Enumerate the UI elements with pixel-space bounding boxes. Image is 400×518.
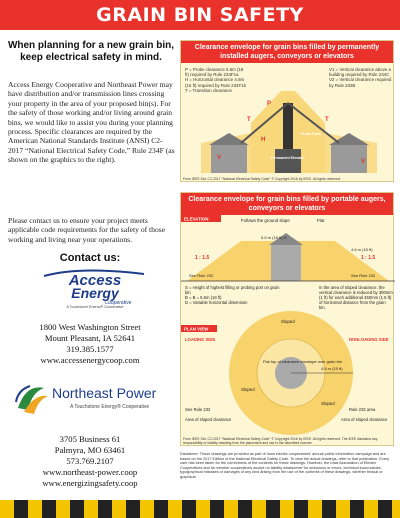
ae-phone[interactable]: 319.385.1577 (66, 344, 114, 354)
area-sloped-right: Area of sloped clearance (341, 417, 388, 422)
ae-street: 1800 West Washington Street (39, 322, 141, 332)
ratio-label-left: 1 : 1.5 (195, 255, 210, 261)
contact-title: Contact us: (59, 252, 121, 264)
svg-text:H: H (261, 137, 266, 143)
ae-tagline: A Touchstone Energy® Cooperative (66, 305, 124, 308)
permanent-clearance-panel (180, 40, 394, 182)
logo-text-access: Access (68, 272, 122, 289)
disclaimer-text: Disclaimer: These drawings are provided as part of Iowa electric cooperatives' annual public information campaign and are based on the 2017 Edition of the National Electrical Safety Code. To view the actual drawings, refer to that publication. Every care has been taken for the correctness of the contents for these drawings. However, the Iowa Association of Electric Cooperatives and its member cooperatives accept no liability whatsoever for omissions or errors, technical inaccuracies, typographical mistakes or damages of any kind arising from the use of the contents of these drawings, whether textual or graphical. (180, 452, 390, 479)
panel1-title: Clearance envelope for grain bins filled by permanently installed augers, conveyors or elevators (181, 41, 393, 63)
nonloading-side-label: NONLOADING SIDE (349, 337, 389, 342)
elevation-grain-bin (271, 245, 301, 281)
logo-text-cooperative: Cooperative (104, 300, 132, 306)
panel2-legend: S = Height of highest filling or probing port on grain bin B = B = 5.5m (18 ft) D = Variable horizontal dimension (185, 285, 280, 305)
loading-side-label: LOADING SIDE (185, 337, 216, 342)
np-logo-name: Northeast Power (52, 385, 157, 401)
panel1-caption: From IEEE Std. C2-2017 “National Electrical Safety Code” © Copyright 2016 by IEEE. All rights reserved. (183, 177, 341, 181)
intro-paragraph-2: Please contact us to ensure your project meets applicable code requirements for the safety of those working and living near your operations. (8, 216, 166, 244)
hazard-stripe-footer (0, 500, 400, 518)
see-rule-left: See Rule 232 (189, 273, 214, 278)
access-energy-address (0, 322, 180, 366)
sloped-explanation: In the area of sloped clearance, the vertical clearance is reduced by 300mm (1 ft) for each additional 450mm (1.5 ft) of horizontal distance from the grain bin. (319, 285, 393, 310)
logo-text-energy: Energy (71, 285, 119, 301)
np-web-link-1[interactable]: www.northeast-power.coop (42, 467, 138, 477)
see-rule-232: See Rule 232 (185, 407, 211, 412)
intro-heading: When planning for a new grain bin, keep electrical safety in mind. (7, 40, 175, 63)
rule-232-area: Rule 232 area (349, 407, 376, 412)
np-web-link-2[interactable]: www.energizingsafety.coop (42, 478, 138, 488)
northeast-power-logo (12, 378, 172, 418)
svg-text:V: V (217, 155, 222, 161)
see-rule-right: See Rule 232 (351, 273, 376, 278)
svg-text:P: P (267, 101, 272, 107)
label-probe: Probe Ports (300, 132, 322, 136)
area-sloped-left: Area of sloped clearance (185, 417, 232, 422)
h-value-label-2: 4.6 m (15 ft) (321, 366, 343, 371)
sloped-label-right: Sloped (321, 401, 335, 406)
ratio-label-right: 1 : 1.5 (361, 255, 376, 261)
page-banner (0, 0, 400, 30)
np-street: 3705 Business 61 (59, 434, 121, 444)
left-column (0, 30, 180, 500)
svg-text:V: V (361, 159, 366, 165)
access-energy-logo (40, 268, 150, 308)
np-phone[interactable]: 573.769.2107 (66, 456, 114, 466)
svg-text:T: T (325, 117, 329, 123)
np-swoosh-icon (16, 386, 48, 414)
np-tagline: A Touchstone Energy® Cooperative (70, 404, 150, 410)
elevation-label: ELEVATION (184, 216, 209, 222)
ae-web-link[interactable]: www.accessenergycoop.com (40, 355, 140, 365)
follows-ground-label: Follows the ground slope (241, 218, 290, 223)
intro-paragraph-1: Access Energy Cooperative and Northeast Power may have distribution and/or transmission lines crossing your property in the area of your proposed bin(s). For the safety of those working and/or living around grain bins, we would like to assist you during your planning process. Specific clearances are required by the American National Standards Institute (ANSI) C2-2017 “National Electrical Safety Code,” Rule 234F (as shown on the graphics to the right). (8, 80, 175, 165)
panel1-legend-left: P = Probe clearance 5.5m (18 ft) required by Rule 234F1a H = Horizontal clearance 4.6m (15 ft) required by Rule 234F1b T = Transition clearance (185, 67, 247, 93)
panel2-diagram (181, 215, 395, 435)
flat-top-label: Flat top of clearance envelope over grain bin (263, 359, 342, 364)
plan-view-label: PLAN VIEW (184, 326, 209, 332)
np-city: Palmyra, MO 63461 (54, 445, 126, 455)
northeast-power-address (0, 434, 180, 489)
page-title: GRAIN BIN SAFETY (96, 4, 304, 26)
ae-city: Mount Pleasant, IA 52641 (44, 333, 136, 343)
panel2-caption: From IEEE Std. C2-2017 “National Electrical Safety Code” © Copyright 2016 by IEEE. All rights reserved. The IEEE disclaims any responsibility or liability resulting from the placement and use in the described manner. (183, 437, 378, 445)
sloped-label-top: Sloped (281, 319, 295, 324)
panel1-diagram (181, 63, 395, 175)
svg-text:T: T (247, 117, 251, 123)
panel1-legend-right: V1 = Vertical clearance above a building required by Rule 234C V2 = Vertical clearance required by Rule 232B (329, 67, 392, 88)
sloped-label-left: Sloped (241, 387, 255, 392)
flat-label: Flat (317, 218, 325, 223)
portable-clearance-panel (180, 192, 394, 446)
panel2-title: Clearance envelope for grain bins filled by portable augers, conveyors or elevators (181, 193, 393, 215)
label-elevator: Permanent Elevator (271, 156, 305, 160)
rise-label: 5.5 m (18 ft) H (261, 235, 287, 240)
h-value-label: 4.6 m (15 ft) (351, 247, 373, 252)
